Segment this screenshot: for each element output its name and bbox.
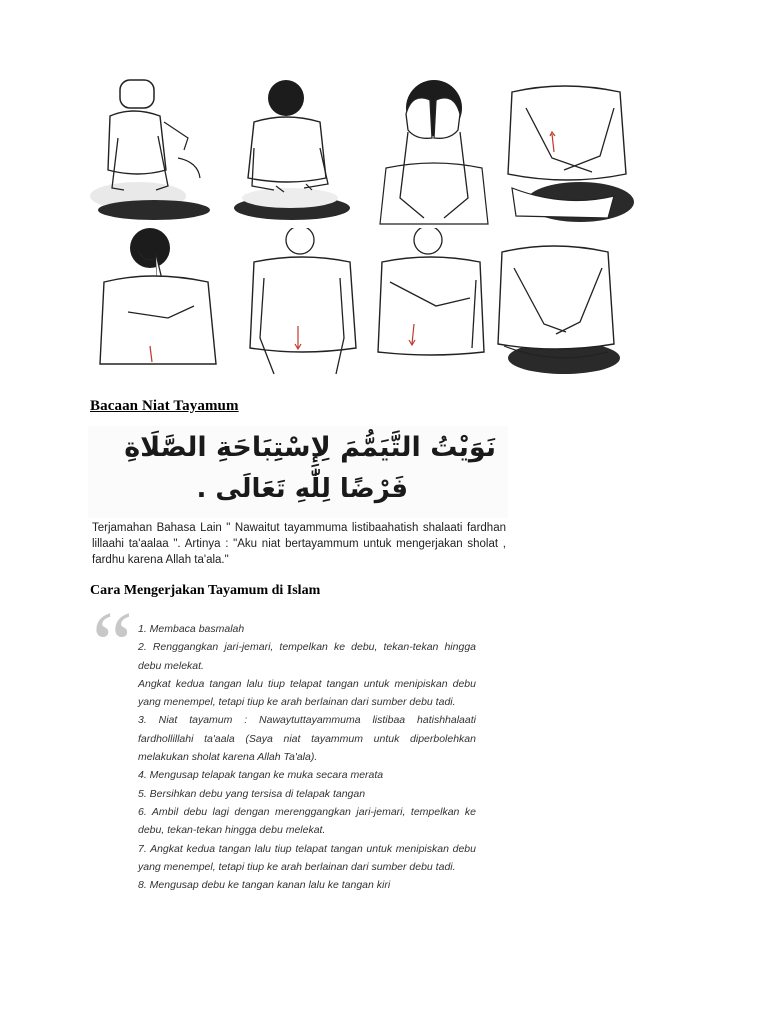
step-illustration-1	[88, 78, 214, 226]
step-item: 2. Renggangkan jari-jemari, tempelkan ke debu, tekan-tekan hingga debu melekat.	[138, 641, 476, 672]
left-arm-drawing	[372, 228, 498, 376]
step-item: 8. Mengusap debu ke tangan kanan lalu ke tangan kiri	[138, 879, 391, 892]
step-illustration-3	[372, 78, 498, 226]
step-item: 5. Bersihkan debu yang tersisa di telapak tangan	[138, 787, 366, 800]
translation-paragraph: Terjamahan Bahasa Lain " Nawaitut tayammuma listibaahatish shalaati fardhan lillaahi ta'aalaa ". Artinya : "Aku niat bertayammum untuk mengerjakan sholat , fardhu karena Allah ta'ala."	[92, 522, 506, 566]
crossed-arms-drawing	[496, 228, 622, 376]
right-arm-drawing	[240, 228, 366, 376]
wiping-face-second-drawing	[98, 228, 224, 376]
arabic-niat-text	[88, 426, 508, 518]
wiping-face-drawing	[372, 78, 498, 226]
quote-mark-icon: “	[92, 593, 133, 695]
step-illustration-5	[98, 228, 224, 376]
step-illustration-6	[240, 228, 366, 376]
niat-heading: Bacaan Niat Tayamum	[90, 398, 239, 414]
step-illustration-8	[496, 228, 622, 376]
step-item: 7. Angkat kedua tangan lalu tiup telapat tangan untuk menipiskan debu yang menempel, tetapi tiup ke arah berlainan dari sumber debu tadi.	[138, 842, 476, 873]
illustration-grid	[88, 78, 633, 386]
step-item: 4. Mengusap telapak tangan ke muka secara merata	[138, 769, 384, 782]
arabic-line-2: فَرْضًا لِلّٰهِ تَعَالَى .	[196, 474, 408, 504]
cara-heading: Cara Mengerjakan Tayamum di Islam	[90, 583, 321, 598]
step-illustration-4	[504, 78, 634, 226]
arabic-line-1: نَوَيْتُ التَّيَمُّمَ لِإِسْتِبَاحَةِ الصَّلَاةِ	[124, 432, 496, 463]
step-illustration-2	[230, 78, 356, 226]
step-item: 3. Niat tayamum : Nawaytuttayammuma listibaa hatishhalaati fardhollillahi ta'aala (Saya niat tayammum untuk diperbolehkan melakukan sholat karena Allah Ta'ala).	[138, 714, 476, 764]
hands-on-ground-drawing	[230, 78, 356, 226]
step-item: Angkat kedua tangan lalu tiup telapat tangan untuk menipiskan debu yang menempel, tetapi tiup ke arah berlainan dari sumber debu tadi.	[138, 677, 476, 709]
steps-list	[138, 620, 476, 894]
step-item: 1. Membaca basmalah	[138, 623, 245, 635]
kneeling-figure-drawing	[88, 78, 214, 226]
step-item: 6. Ambil debu lagi dengan merenggangkan jari-jemari, tempelkan ke debu, tekan-tekan hingga debu melekat.	[138, 805, 476, 837]
wiping-arm-drawing	[504, 78, 634, 226]
step-illustration-7	[372, 228, 498, 376]
